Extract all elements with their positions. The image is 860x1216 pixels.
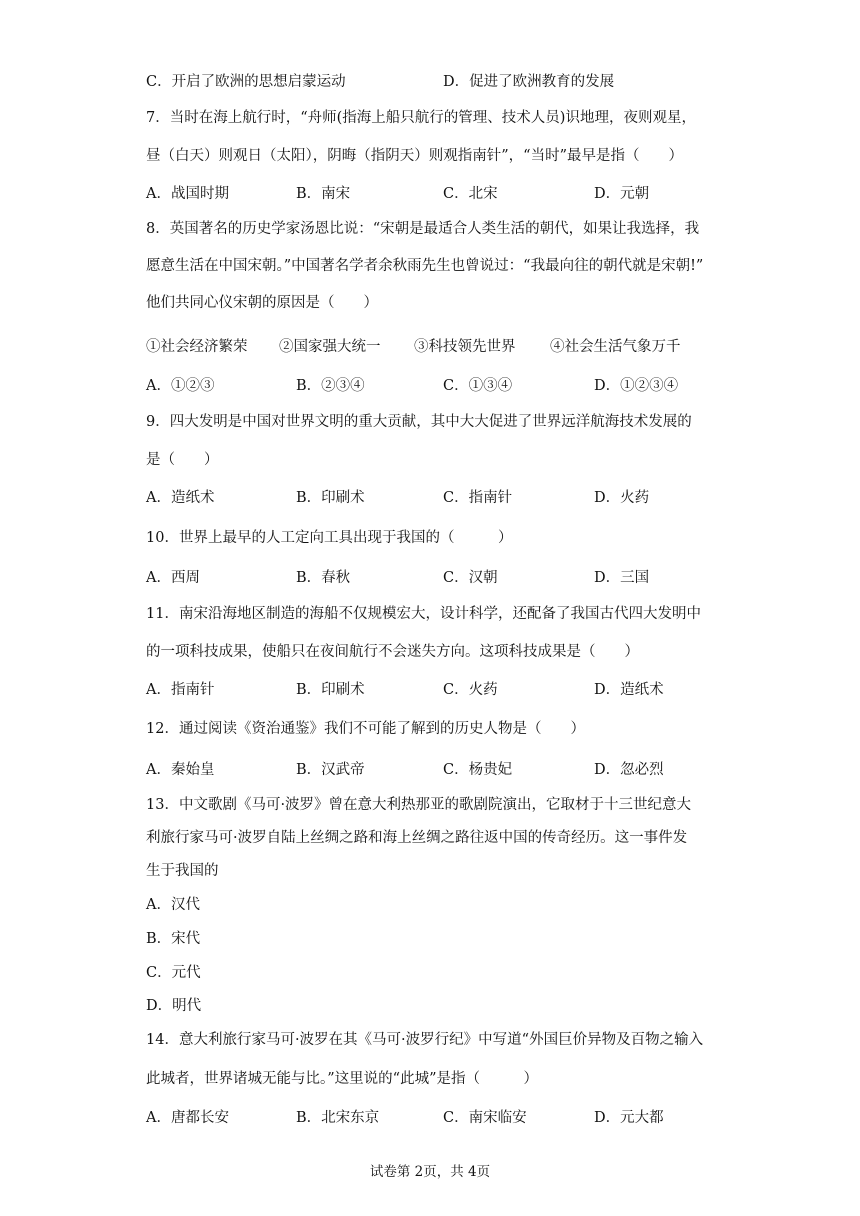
q11-stem-line-2: 的一项科技成果，使船只在夜间航行不会迷失方向。这项科技成果是（ ） <box>146 644 639 660</box>
q8-stem-line-2: 愿意生活在中国宋朝。”中国著名学者余秋雨先生也曾说过：“我最向往的朝代就是宋朝!” <box>146 258 704 274</box>
q12-option-c: C．杨贵妃 <box>443 762 513 778</box>
q9-option-d: D．火药 <box>594 490 650 506</box>
q14-stem-line-1: 14．意大利旅行家马可·波罗在其《马可·波罗行纪》中写道“外国巨价异物及百物之输入 <box>146 1032 704 1048</box>
q12-option-d: D．忽必烈 <box>594 762 664 778</box>
q8-stem-line-1: 8．英国著名的历史学家汤恩比说：“宋朝是最适合人类生活的朝代，如果让我选择，我 <box>146 221 700 237</box>
q10-option-c: C．汉朝 <box>443 570 498 586</box>
q11-option-b: B．印刷术 <box>296 682 365 698</box>
q8-option-a: A．①②③ <box>146 378 215 394</box>
page-footer: 试卷第 2页，共 4页 <box>369 1164 491 1180</box>
q10-option-a: A．西周 <box>146 570 200 586</box>
q9-option-c: C．指南针 <box>443 490 513 506</box>
q13-stem-line-2: 利旅行家马可·波罗自陆上丝绸之路和海上丝绸之路往返中国的传奇经历。这一事件发 <box>146 830 688 846</box>
q9-option-b: B．印刷术 <box>296 490 365 506</box>
q8-item-2: ②国家强大统一 <box>279 339 381 355</box>
q8-item-3: ③科技领先世界 <box>414 339 516 355</box>
q8-item-1: ①社会经济繁荣 <box>146 339 248 355</box>
q10-option-d: D．三国 <box>594 570 650 586</box>
q14-option-d: D．元大都 <box>594 1110 664 1126</box>
q8-stem-line-3: 他们共同心仪宋朝的原因是（ ） <box>146 295 378 311</box>
q14-option-c: C．南宋临安 <box>443 1110 527 1126</box>
q6-option-c: C．开启了欧洲的思想启蒙运动 <box>146 74 346 90</box>
q11-option-c: C．火药 <box>443 682 498 698</box>
q10-option-b: B．春秋 <box>296 570 351 586</box>
q13-stem-line-1: 13．中文歌剧《马可·波罗》曾在意大利热那亚的歌剧院演出，它取材于十三世纪意大 <box>146 797 692 813</box>
q10-stem-line-1: 10．世界上最早的人工定向工具出现于我国的（ ） <box>146 530 513 546</box>
q11-option-d: D．造纸术 <box>594 682 664 698</box>
q11-option-a: A．指南针 <box>146 682 215 698</box>
q7-option-b: B．南宋 <box>296 186 351 202</box>
q7-option-a: A．战国时期 <box>146 186 229 202</box>
q8-item-4: ④社会生活气象万千 <box>550 339 681 355</box>
q8-option-d: D．①②③④ <box>594 378 679 394</box>
q14-option-b: B．北宋东京 <box>296 1110 380 1126</box>
q7-option-c: C．北宋 <box>443 186 498 202</box>
q13-option-d: D．明代 <box>146 998 202 1014</box>
q14-option-a: A．唐都长安 <box>146 1110 229 1126</box>
q7-stem-line-1: 7．当时在海上航行时，“舟师(指海上船只航行的管理、技术人员)识地理，夜则观星， <box>146 110 696 126</box>
q7-option-d: D．元朝 <box>594 186 650 202</box>
q9-stem-line-1: 9．四大发明是中国对世界文明的重大贡献，其中大大促进了世界远洋航海技术发展的 <box>146 414 692 430</box>
q6-option-d: D．促进了欧洲教育的发展 <box>443 74 615 90</box>
q13-option-b: B．宋代 <box>146 931 201 947</box>
q8-option-c: C．①③④ <box>443 378 513 394</box>
q12-option-a: A．秦始皇 <box>146 762 215 778</box>
q14-stem-line-2: 此城者，世界诸城无能与比。”这里说的“此城”是指（ ） <box>146 1071 538 1087</box>
q9-option-a: A．造纸术 <box>146 490 215 506</box>
q12-stem-line-1: 12．通过阅读《资治通鉴》我们不可能了解到的历史人物是（ ） <box>146 721 585 737</box>
q7-stem-line-2: 昼（白天）则观日（太阳），阴晦（指阴天）则观指南针”，“当时”最早是指（ ） <box>146 148 683 164</box>
q9-stem-line-2: 是（ ） <box>146 452 219 468</box>
q13-option-a: A．汉代 <box>146 897 200 913</box>
q11-stem-line-1: 11．南宋沿海地区制造的海船不仅规模宏大，设计科学，还配备了我国古代四大发明中 <box>146 606 701 622</box>
q13-stem-line-3: 生于我国的 <box>146 863 219 879</box>
q8-option-b: B．②③④ <box>296 378 365 394</box>
q13-option-c: C．元代 <box>146 965 201 981</box>
q12-option-b: B．汉武帝 <box>296 762 365 778</box>
